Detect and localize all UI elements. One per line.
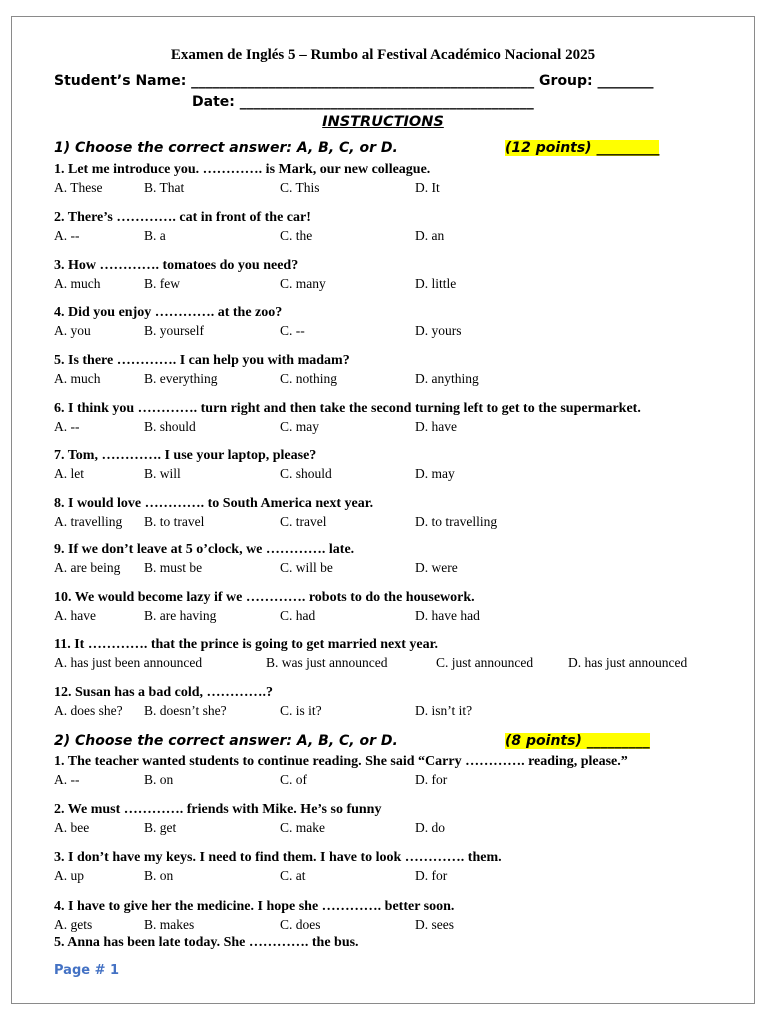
answer-option-a[interactable]: A. These	[54, 180, 103, 195]
answer-option-b[interactable]: B. a	[144, 228, 166, 243]
answer-options	[54, 465, 744, 483]
question-8	[54, 495, 744, 531]
question-text: 9. If we don’t leave at 5 o’clock, we …………. late.	[54, 542, 355, 557]
answer-options	[54, 867, 744, 885]
answer-option-c[interactable]: C. should	[280, 466, 332, 481]
question-text: 3. How …………. tomatoes do you need?	[54, 258, 299, 273]
question-text: 2. We must …………. friends with Mike. He’s so funny	[54, 802, 382, 817]
page-number: Page # 1	[54, 963, 120, 978]
answer-option-a[interactable]: A. bee	[54, 820, 90, 835]
question-text: 7. Tom, …………. I use your laptop, please?	[54, 448, 317, 463]
question-text: 8. I would love …………. to South America next year.	[54, 496, 374, 511]
answer-option-c[interactable]: C. does	[280, 917, 321, 932]
exam-title: Examen de Inglés 5 – Rumbo al Festival Académico Nacional 2025	[170, 47, 596, 63]
answer-option-c[interactable]: C. nothing	[280, 371, 338, 386]
answer-option-d[interactable]: D. were	[415, 560, 458, 575]
answer-option-d[interactable]: D. do	[415, 820, 445, 835]
answer-option-a[interactable]: A. --	[54, 419, 80, 434]
answer-options	[54, 607, 744, 625]
answer-option-c[interactable]: C. had	[280, 608, 316, 623]
section2-points	[505, 733, 650, 749]
answer-option-c[interactable]: C. This	[280, 180, 320, 195]
question-text: 4. I have to give her the medicine. I hope she …………. better soon.	[54, 899, 455, 914]
question-text: 6. I think you …………. turn right and then take the second turning left to get to the supermarket.	[54, 401, 641, 416]
answer-option-b[interactable]: B. everything	[144, 371, 218, 386]
student-name-label: Student’s Name:	[54, 73, 187, 89]
answer-option-d[interactable]: D. has just announced	[568, 655, 688, 670]
answer-option-a[interactable]: A. much	[54, 276, 101, 291]
section2-heading: 2) Choose the correct answer: A, B, C, or D.	[54, 733, 398, 749]
answer-option-a[interactable]: A. up	[54, 868, 84, 883]
question-text: 1. Let me introduce you. …………. is Mark, our new colleague.	[54, 162, 431, 177]
answer-options	[54, 370, 744, 388]
question-4	[54, 898, 744, 934]
answer-option-d[interactable]: D. to travelling	[415, 514, 498, 529]
answer-option-b[interactable]: B. few	[144, 276, 180, 291]
answer-option-d[interactable]: D. for	[415, 868, 448, 883]
answer-option-d[interactable]: D. It	[415, 180, 440, 195]
section2-points-value: (8 points)	[505, 733, 582, 749]
question-6	[54, 400, 744, 436]
answer-option-b[interactable]: B. are having	[144, 608, 217, 623]
answer-option-a[interactable]: A. travelling	[54, 514, 123, 529]
answer-option-b[interactable]: B. on	[144, 772, 174, 787]
answer-option-b[interactable]: B. should	[144, 419, 196, 434]
answer-option-a[interactable]: A. has just been announced	[54, 655, 203, 670]
question-text: 3. I don’t have my keys. I need to find them. I have to look …………. them.	[54, 850, 502, 865]
answer-options	[54, 559, 744, 577]
answer-option-b[interactable]: B. to travel	[144, 514, 205, 529]
answer-option-b[interactable]: B. on	[144, 868, 174, 883]
answer-options	[54, 227, 744, 245]
date-label: Date:	[192, 94, 235, 110]
question-7	[54, 447, 744, 483]
section1-points-blank: _________	[596, 140, 660, 156]
student-name-blank: _________________________________________________	[191, 73, 535, 89]
question-10	[54, 589, 744, 625]
answer-options	[54, 654, 744, 672]
exam-page	[11, 16, 755, 1004]
question-12	[54, 684, 744, 720]
answer-option-d[interactable]: D. yours	[415, 323, 462, 338]
answer-option-a[interactable]: A. does she?	[54, 703, 123, 718]
question-1	[54, 753, 744, 789]
question-4	[54, 304, 744, 340]
answer-option-d[interactable]: D. isn’t it?	[415, 703, 473, 718]
question-5	[54, 352, 744, 388]
answer-options	[54, 513, 744, 531]
question-text: 1. The teacher wanted students to continue reading. She said “Carry …………. reading, please.”	[54, 754, 628, 769]
answer-option-d[interactable]: D. little	[415, 276, 457, 291]
answer-option-b[interactable]: B. will	[144, 466, 181, 481]
question-text: 10. We would become lazy if we …………. robots to do the housework.	[54, 590, 475, 605]
date-blank: __________________________________________	[239, 94, 534, 110]
group-label: Group:	[539, 73, 593, 89]
answer-options	[54, 322, 744, 340]
question-text: 12. Susan has a bad cold, ………….?	[54, 685, 274, 700]
answer-option-c[interactable]: C. is it?	[280, 703, 322, 718]
answer-option-c[interactable]: C. many	[280, 276, 326, 291]
answer-options	[54, 702, 744, 720]
instructions-heading: INSTRUCTIONS	[322, 114, 444, 130]
section2-points-blank: _________	[586, 733, 650, 749]
answer-option-b[interactable]: B. was just announced	[266, 655, 388, 670]
section1-points-value: (12 points)	[505, 140, 592, 156]
question-text: 5. Is there …………. I can help you with madam?	[54, 353, 350, 368]
answer-option-c[interactable]: C. of	[280, 772, 307, 787]
answer-option-a[interactable]: A. --	[54, 228, 80, 243]
question-5	[54, 934, 744, 952]
answer-option-d[interactable]: D. have had	[415, 608, 480, 623]
answer-options	[54, 819, 744, 837]
answer-options	[54, 275, 744, 293]
answer-option-c[interactable]: C. at	[280, 868, 306, 883]
answer-option-c[interactable]: C. travel	[280, 514, 327, 529]
section1-points	[505, 140, 659, 156]
answer-option-b[interactable]: B. makes	[144, 917, 195, 932]
answer-options	[54, 179, 744, 197]
answer-option-c[interactable]: C. just announced	[436, 655, 534, 670]
question-1	[54, 161, 744, 197]
question-text: 5. Anna has been late today. She …………. the bus.	[54, 935, 359, 950]
question-2	[54, 209, 744, 245]
answer-option-d[interactable]: D. anything	[415, 371, 479, 386]
answer-option-a[interactable]: A. are being	[54, 560, 121, 575]
answer-options	[54, 916, 744, 934]
answer-option-b[interactable]: B. yourself	[144, 323, 204, 338]
answer-option-d[interactable]: D. have	[415, 419, 457, 434]
question-11	[54, 636, 744, 672]
answer-option-c[interactable]: C. the	[280, 228, 313, 243]
question-text: 4. Did you enjoy …………. at the zoo?	[54, 305, 283, 320]
answer-option-a[interactable]: A. you	[54, 323, 91, 338]
student-name-line	[54, 73, 654, 89]
answer-option-a[interactable]: A. let	[54, 466, 84, 481]
answer-option-c[interactable]: C. --	[280, 323, 305, 338]
answer-option-b[interactable]: B. doesn’t she?	[144, 703, 227, 718]
answer-option-a[interactable]: A. gets	[54, 917, 93, 932]
date-line	[192, 94, 534, 110]
group-blank: ________	[597, 73, 654, 89]
answer-option-d[interactable]: D. an	[415, 228, 445, 243]
question-3	[54, 257, 744, 293]
question-text: 11. It …………. that the prince is going to get married next year.	[54, 637, 439, 652]
answer-option-a[interactable]: A. --	[54, 772, 80, 787]
answer-options	[54, 418, 744, 436]
question-2	[54, 801, 744, 837]
answer-option-a[interactable]: A. have	[54, 608, 96, 623]
question-9	[54, 541, 744, 577]
answer-option-b[interactable]: B. get	[144, 820, 177, 835]
answer-option-c[interactable]: C. make	[280, 820, 325, 835]
answer-option-a[interactable]: A. much	[54, 371, 101, 386]
question-text: 2. There’s …………. cat in front of the car!	[54, 210, 311, 225]
answer-option-c[interactable]: C. will be	[280, 560, 333, 575]
section1-heading: 1) Choose the correct answer: A, B, C, or D.	[54, 140, 398, 156]
answer-option-c[interactable]: C. may	[280, 419, 319, 434]
answer-option-d[interactable]: D. sees	[415, 917, 454, 932]
answer-options	[54, 771, 744, 789]
answer-option-d[interactable]: D. for	[415, 772, 448, 787]
answer-option-d[interactable]: D. may	[415, 466, 455, 481]
question-3	[54, 849, 744, 885]
answer-option-b[interactable]: B. That	[144, 180, 185, 195]
answer-option-b[interactable]: B. must be	[144, 560, 203, 575]
